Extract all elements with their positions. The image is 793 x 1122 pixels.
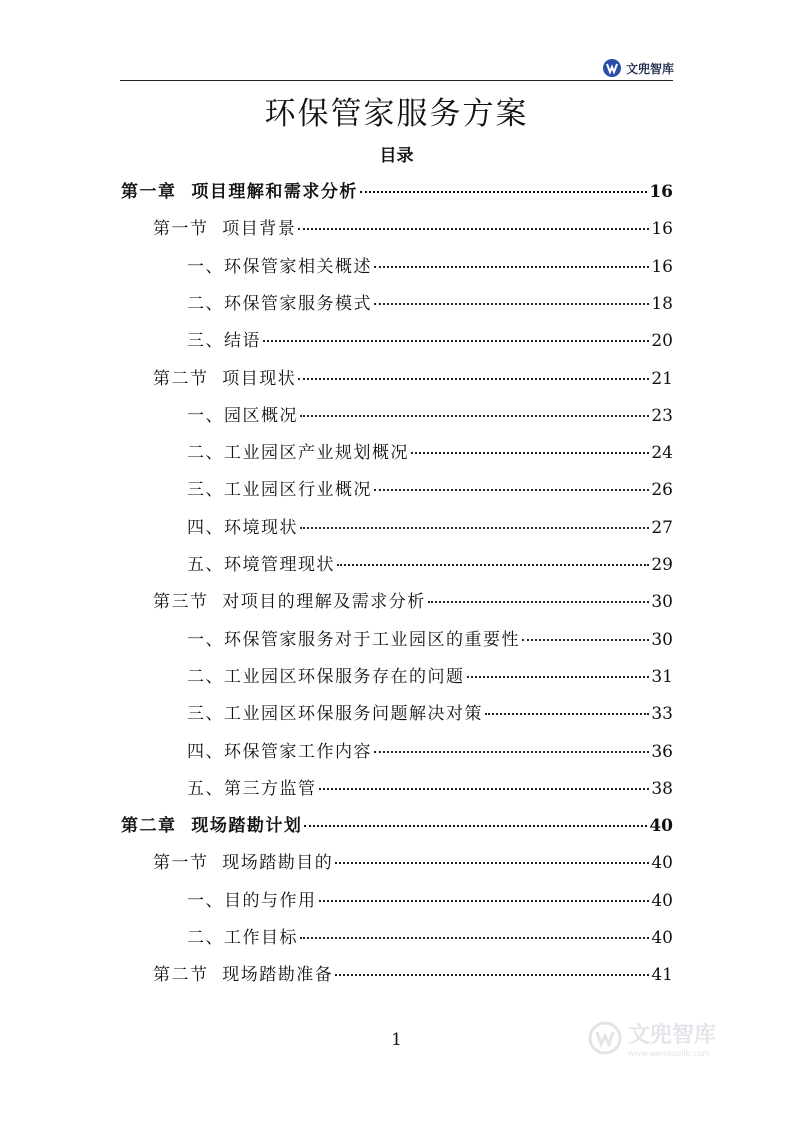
toc-entry-page: 18 <box>651 293 673 314</box>
toc-entry-label: 二、环保管家服务模式 <box>187 293 372 314</box>
toc-entry-page: 21 <box>651 368 673 389</box>
toc-dot-leader <box>360 191 647 193</box>
toc-entry-page: 40 <box>651 928 673 948</box>
toc-entry-page: 23 <box>651 405 673 426</box>
toc-entry-page: 24 <box>651 443 673 464</box>
toc-dot-leader <box>263 340 649 342</box>
toc-dot-leader <box>319 788 650 790</box>
toc-entry-label: 第一章 项目理解和需求分析 <box>121 182 358 202</box>
toc-entry-label: 一、环保管家相关概述 <box>187 256 372 277</box>
brand-logo <box>602 57 674 79</box>
toc-entry-label: 一、环保管家服务对于工业园区的重要性 <box>187 629 520 650</box>
toc-entry-page: 40 <box>651 890 673 911</box>
toc-entry-page: 27 <box>651 517 673 538</box>
toc-entry[interactable] <box>187 662 673 692</box>
toc-dot-leader <box>300 937 649 939</box>
toc-entry[interactable] <box>187 886 673 916</box>
toc-heading: 目录 <box>379 146 414 166</box>
toc-entry[interactable] <box>187 774 673 804</box>
toc-entry-label: 第二章 现场踏勘计划 <box>121 816 303 837</box>
toc-dot-leader <box>522 639 649 641</box>
toc-entry-page: 30 <box>651 592 673 613</box>
toc-entry-label: 三、工业园区环保服务问题解决对策 <box>187 704 483 725</box>
toc-entry[interactable] <box>153 587 673 617</box>
toc-entry-label: 五、环境管理现状 <box>187 555 335 575</box>
toc-entry-label: 一、目的与作用 <box>187 890 317 911</box>
toc-dot-leader <box>374 489 649 491</box>
toc-dot-leader <box>304 825 647 827</box>
toc-entry-label: 三、工业园区行业概况 <box>187 480 372 501</box>
toc-dot-leader <box>467 676 650 678</box>
toc-entry-page: 30 <box>651 629 673 650</box>
toc-dot-leader <box>319 900 650 902</box>
toc-entry-page: 33 <box>651 704 673 725</box>
toc-entry[interactable] <box>153 214 673 244</box>
toc-entry-page: 31 <box>651 666 673 687</box>
toc-dot-leader <box>298 378 649 380</box>
brand-name: 文兜智库 <box>626 61 675 76</box>
toc-entry-page: 40 <box>649 816 673 837</box>
watermark <box>588 1018 716 1058</box>
toc-dot-leader <box>300 527 649 529</box>
toc-entry[interactable] <box>187 737 673 767</box>
toc-entry[interactable] <box>187 252 673 282</box>
toc-entry-label: 第一节 项目背景 <box>153 219 297 240</box>
toc-entry-label: 第二节 现场踏勘准备 <box>153 965 334 986</box>
toc-entry-page: 16 <box>651 256 673 277</box>
toc-dot-leader <box>411 452 649 454</box>
watermark-logo-icon <box>588 1021 622 1055</box>
toc-entry-label: 第三节 对项目的理解及需求分析 <box>153 592 426 613</box>
toc-entry-label: 三、结语 <box>187 331 261 352</box>
page-number: 1 <box>391 1030 402 1050</box>
toc-entry[interactable] <box>187 550 673 580</box>
toc-entry[interactable] <box>187 326 673 356</box>
toc-entry[interactable] <box>187 513 673 543</box>
toc-entry[interactable] <box>121 811 673 841</box>
toc-entry-label: 二、工业园区环保服务存在的问题 <box>187 666 465 687</box>
toc-dot-leader <box>300 415 649 417</box>
watermark-title: 文兜智库 <box>628 1023 717 1048</box>
toc-entry[interactable] <box>187 923 673 953</box>
toc-entry[interactable] <box>153 848 673 878</box>
toc-entry[interactable] <box>187 625 673 655</box>
toc-entry-page: 20 <box>651 331 673 352</box>
toc-dot-leader <box>298 228 649 230</box>
toc-entry-label: 四、环境现状 <box>187 517 298 538</box>
toc-entry[interactable] <box>153 364 673 394</box>
toc-entry-label: 一、园区概况 <box>187 405 298 426</box>
toc-entry-page: 41 <box>651 965 673 986</box>
toc-entry[interactable] <box>187 289 673 319</box>
toc-entry-label: 五、第三方监管 <box>187 778 317 799</box>
toc-entry[interactable] <box>187 475 673 505</box>
toc-entry-page: 40 <box>651 853 673 874</box>
toc-entry-page: 16 <box>651 219 673 240</box>
toc-dot-leader <box>337 564 649 566</box>
document-title: 环保管家服务方案 <box>264 96 529 132</box>
header-divider <box>120 80 673 81</box>
toc-entry-page: 38 <box>651 778 673 799</box>
toc-entry[interactable] <box>153 960 673 990</box>
toc-entry[interactable] <box>121 177 673 207</box>
toc-dot-leader <box>335 862 649 864</box>
watermark-url: www.wendoulib.com <box>628 1049 711 1058</box>
toc-entry-label: 第二节 项目现状 <box>153 368 297 389</box>
toc-entry-label: 四、环保管家工作内容 <box>187 741 372 762</box>
toc-entry-page: 16 <box>649 182 673 202</box>
toc-entry[interactable] <box>187 401 673 431</box>
toc-entry-page: 36 <box>651 741 673 762</box>
toc-dot-leader <box>374 303 649 305</box>
toc-entry-label: 第一节 现场踏勘目的 <box>153 853 334 874</box>
toc-entry-page: 26 <box>651 480 673 501</box>
toc-entry[interactable] <box>187 699 673 729</box>
brand-logo-icon <box>602 58 622 78</box>
toc-dot-leader <box>485 713 649 715</box>
toc-entry-page: 29 <box>651 555 673 575</box>
toc-dot-leader <box>428 601 649 603</box>
toc-dot-leader <box>335 974 649 976</box>
toc-entry[interactable] <box>187 438 673 468</box>
toc-dot-leader <box>374 266 649 268</box>
toc-entry-label: 二、工作目标 <box>187 928 298 948</box>
toc-entry-label: 二、工业园区产业规划概况 <box>187 443 409 464</box>
toc-dot-leader <box>374 751 649 753</box>
